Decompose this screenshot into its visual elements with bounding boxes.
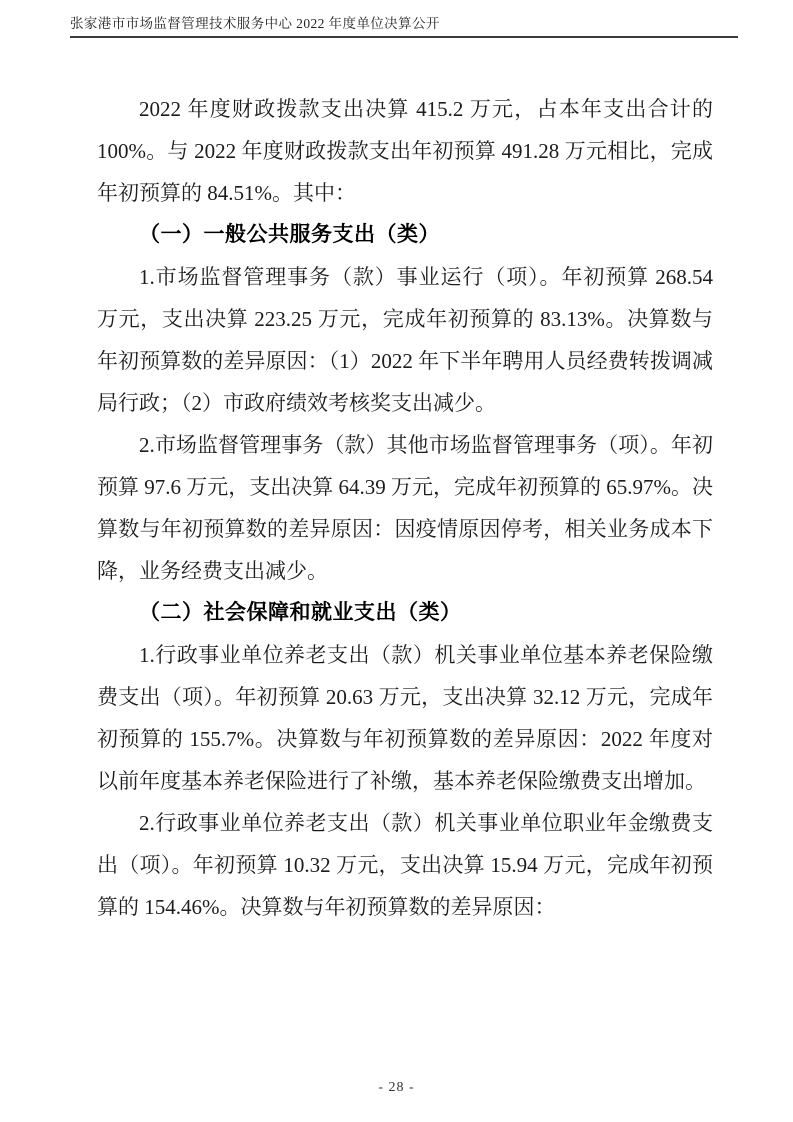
document-header	[70, 12, 738, 38]
paragraph-occupational-annuity-contribution: 2.行政事业单位养老支出（款）机关事业单位职业年金缴费支出（项）。年初预算 10.32 万元，支出决算 15.94 万元，完成年初预算的 154.46%。决算数与年初预算数的差异原因：	[97, 811, 713, 919]
heading-general-public-services: （一）一般公共服务支出（类）	[139, 223, 440, 246]
paragraph-market-supervision-operations: 1.市场监督管理事务（款）事业运行（项）。年初预算 268.54 万元，支出决算 223.25 万元，完成年初预算的 83.13%。决算数与年初预算数的差异原因：（1）2022 年下半年聘用人员经费转拨调减局行政；（2）市政府绩效考核奖支出减少。	[97, 265, 713, 415]
page-number: - 28 -	[378, 1080, 415, 1095]
heading-social-security-employment: （二）社会保障和就业支出（类）	[139, 601, 462, 624]
paragraph-other-market-supervision: 2.市场监督管理事务（款）其他市场监督管理事务（项）。年初预算 97.6 万元，支出决算 64.39 万元，完成年初预算的 65.97%。决算数与年初预算数的差异原因：因疫情原因停考，相关业务成本下降，业务经费支出减少。	[97, 433, 713, 583]
page-footer	[0, 1080, 793, 1096]
document-body	[97, 88, 713, 928]
paragraph-fiscal-appropriation-summary: 2022 年度财政拨款支出决算 415.2 万元，占本年支出合计的 100%。与 2022 年度财政拨款支出年初预算 491.28 万元相比，完成年初预算的 84.51%。其中：	[97, 97, 713, 205]
paragraph-basic-pension-contribution: 1.行政事业单位养老支出（款）机关事业单位基本养老保险缴费支出（项）。年初预算 20.63 万元，支出决算 32.12 万元，完成年初预算的 155.7%。决算数与年初预算数的差异原因：2022 年度对以前年度基本养老保险进行了补缴，基本养老保险缴费支出增加。	[97, 643, 713, 793]
document-header-title: 张家港市市场监督管理技术服务中心 2022 年度单位决算公开	[70, 16, 440, 31]
